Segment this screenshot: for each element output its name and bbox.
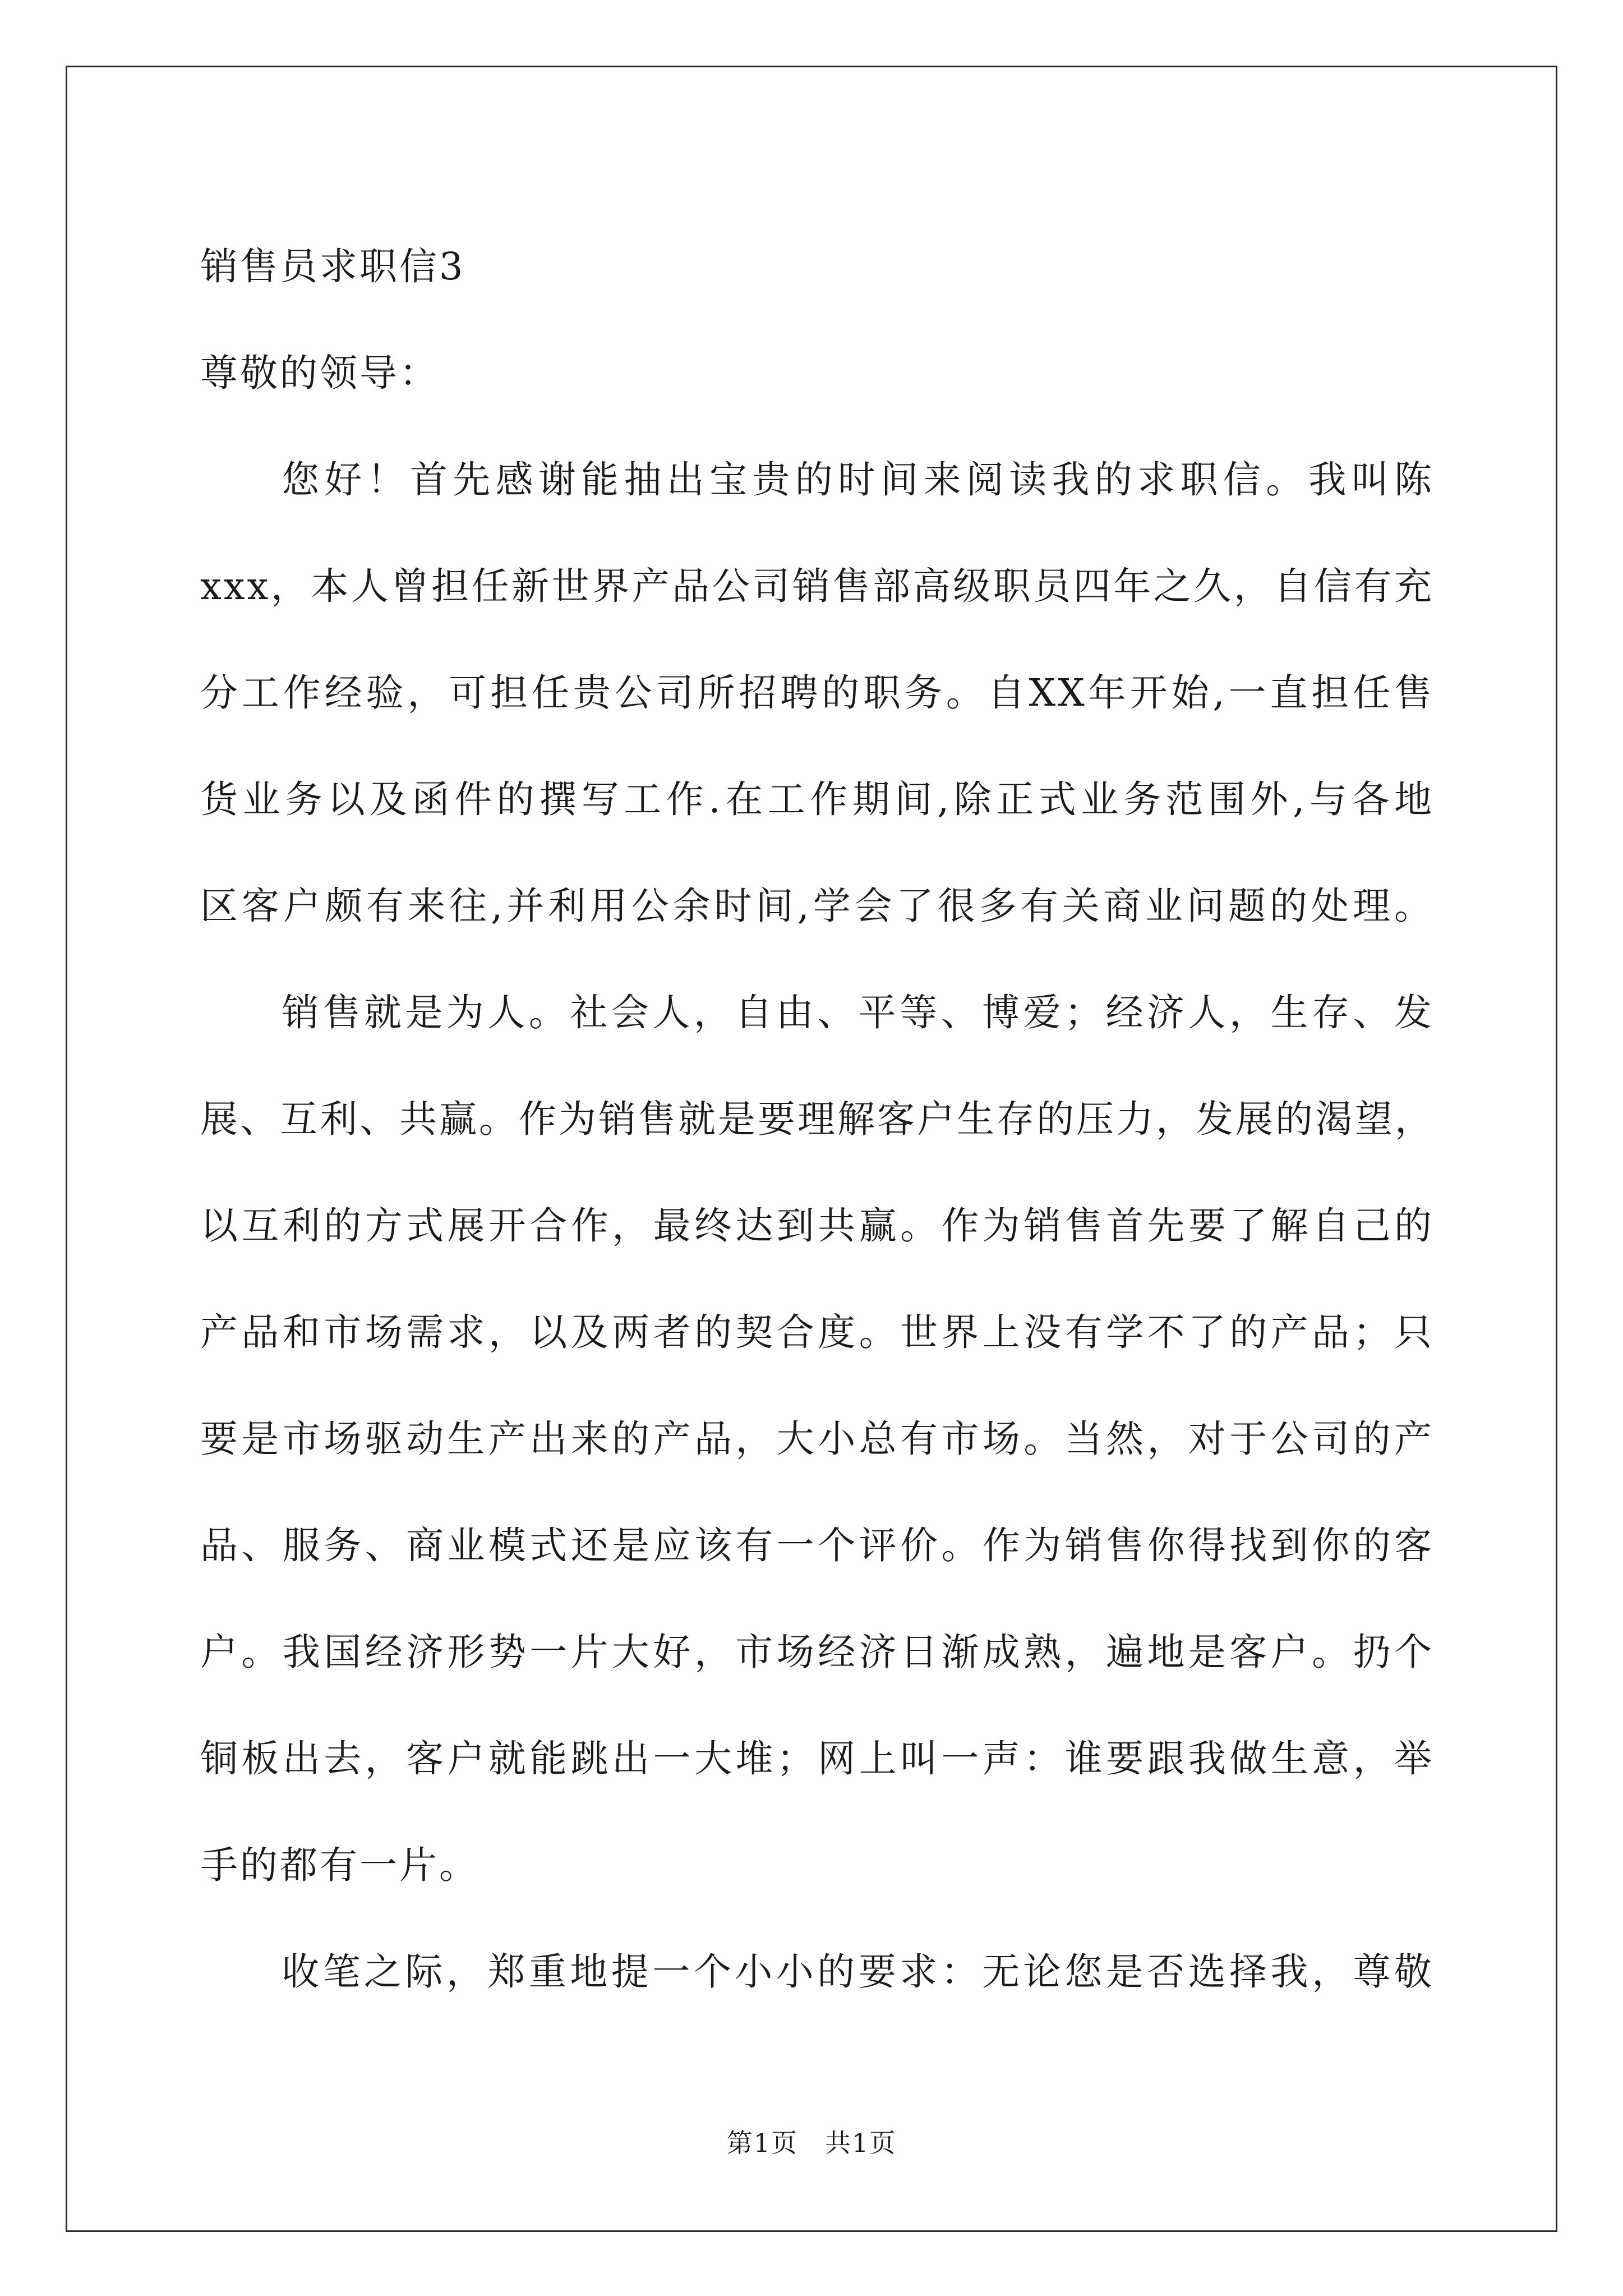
text-line: 分工作经验，可担任贵公司所招聘的职务。自XX年开始,一直担任售	[200, 671, 1434, 715]
text-line: 您好！首先感谢能抽出宝贵的时间来阅读我的求职信。我叫陈	[282, 458, 1434, 501]
document-title: 销售员求职信3	[200, 245, 465, 288]
text-line: 要是市场驱动生产出来的产品，大小总有市场。当然，对于公司的产	[200, 1417, 1434, 1461]
text-line: 收笔之际，郑重地提一个小小的要求：无论您是否选择我，尊敬	[282, 1950, 1434, 1994]
text-line: 以互利的方式展开合作，最终达到共赢。作为销售首先要了解自己的	[200, 1204, 1434, 1248]
page-number: 第1页	[726, 2128, 798, 2158]
text-line: 展、互利、共赢。作为销售就是要理解客户生存的压力，发展的渴望，	[200, 1097, 1435, 1141]
text-line: xxx，本人曾担任新世界产品公司销售部高级职员四年之久，自信有充	[200, 564, 1434, 608]
text-line: 货业务以及函件的撰写工作.在工作期间,除正式业务范围外,与各地	[200, 777, 1434, 821]
page-footer	[0, 2126, 1623, 2160]
text-line: 铜板出去，客户就能跳出一大堆；网上叫一声：谁要跟我做生意，举	[200, 1737, 1434, 1780]
greeting: 尊敬的领导：	[200, 351, 439, 395]
text-line: 区客户颇有来往,并利用公余时间,学会了很多有关商业问题的处理。	[200, 884, 1434, 928]
document-body	[200, 213, 1434, 2025]
page-count: 共1页	[825, 2128, 897, 2158]
paragraph-3	[200, 1918, 1434, 2025]
text-line: 销售就是为人。社会人，自由、平等、博爱；经济人，生存、发	[282, 991, 1434, 1034]
paragraph-1	[200, 426, 1434, 959]
text-line: 产品和市场需求，以及两者的契合度。世界上没有学不了的产品；只	[200, 1310, 1434, 1354]
text-line: 品、服务、商业模式还是应该有一个评价。作为销售你得找到你的客	[200, 1524, 1434, 1567]
paragraph-2	[200, 959, 1434, 1918]
text-line: 手的都有一片。	[200, 1843, 479, 1887]
text-line: 户。我国经济形势一片大好，市场经济日渐成熟，遍地是客户。扔个	[200, 1630, 1434, 1674]
